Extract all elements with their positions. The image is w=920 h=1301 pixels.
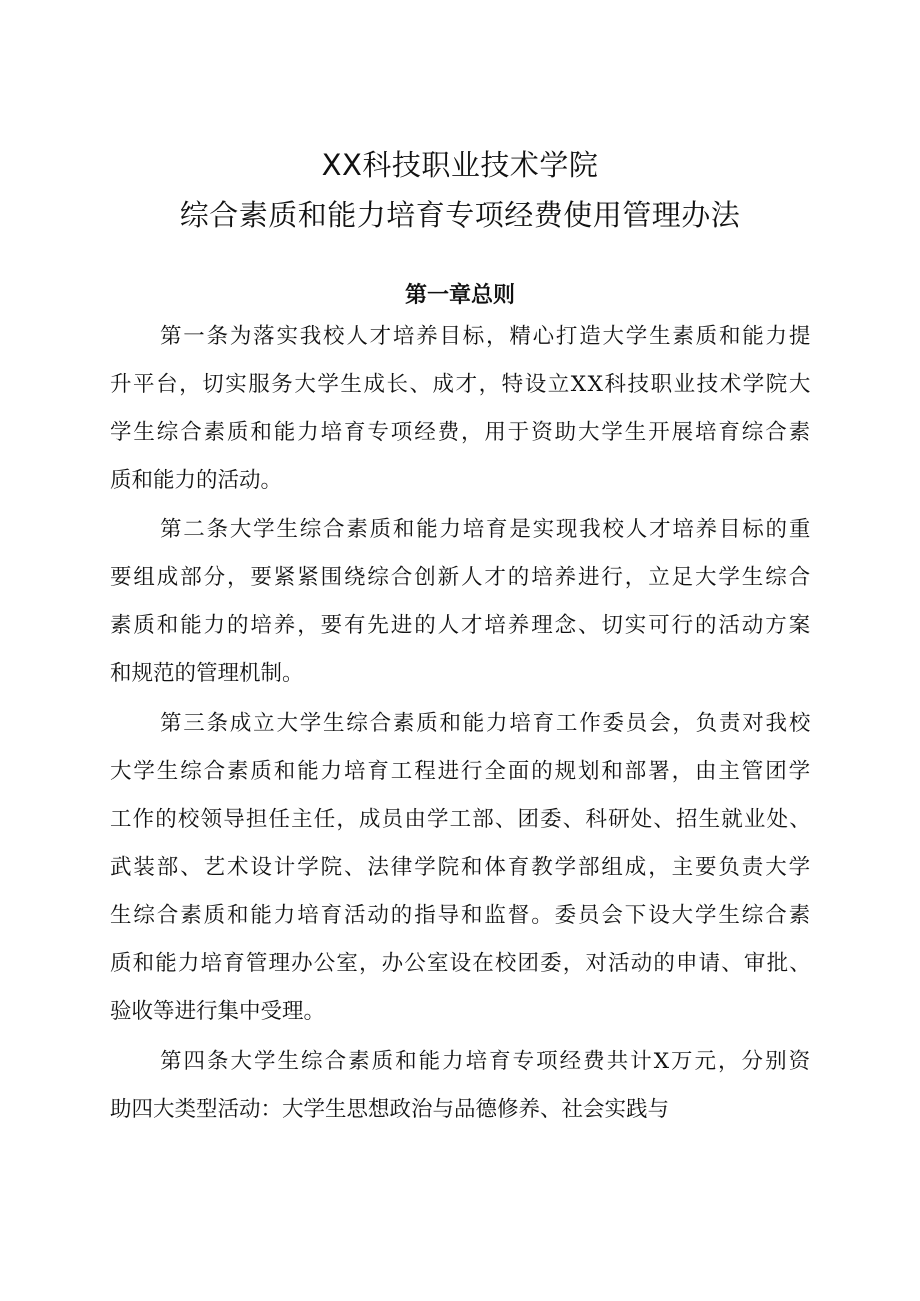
text-line: 第一条为落实我校人才培养目标，精心打造大学生素质和能力提	[160, 324, 813, 349]
text-line: 验收等进行集中受理。	[110, 999, 326, 1024]
text-line: 工作的校领导担任主任，成员由学工部、团委、科研处、招生就业处、	[110, 807, 812, 832]
text-line: 武装部、艺术设计学院、法律学院和体育教学部组成，主要负责大学	[110, 855, 813, 880]
text-line: 第四条大学生综合素质和能力培育专项经费共计X万元，分别资	[160, 1049, 813, 1074]
text-line: 要组成部分，要紧紧围绕综合创新人才的培养进行，立足大学生综合	[110, 565, 813, 590]
text-line: 生综合素质和能力培育活动的指导和监督。委员会下设大学生综合素	[110, 903, 813, 928]
document-title-line-1: XX科技职业技术学院	[321, 148, 599, 182]
text-line: 升平台，切实服务大学生成长、成才，特设立XX科技职业技术学院大	[110, 372, 812, 397]
text-line: 质和能力培育管理办公室，办公室设在校团委，对活动的申请、审批、	[110, 951, 812, 976]
chapter-heading: 第一章总则	[404, 283, 515, 308]
text-line: 素质和能力的培养，要有先进的人才培养理念、切实可行的活动方案	[110, 613, 813, 638]
document-title-line-2: 综合素质和能力培育专项经费使用管理办法	[179, 198, 741, 232]
text-line: 质和能力的活动。	[110, 468, 283, 493]
text-line: 第二条大学生综合素质和能力培育是实现我校人才培养目标的重	[160, 517, 813, 542]
text-line: 助四大类型活动：大学生思想政治与品德修养、社会实践与	[110, 1097, 670, 1122]
text-line: 第三条成立大学生综合素质和能力培育工作委员会，负责对我校	[160, 711, 813, 736]
text-line: 学生综合素质和能力培育专项经费，用于资助大学生开展培育综合素	[110, 420, 813, 445]
text-line: 和规范的管理机制。	[110, 661, 304, 686]
text-line: 大学生综合素质和能力培育工程进行全面的规划和部署，由主管团学	[110, 759, 813, 784]
